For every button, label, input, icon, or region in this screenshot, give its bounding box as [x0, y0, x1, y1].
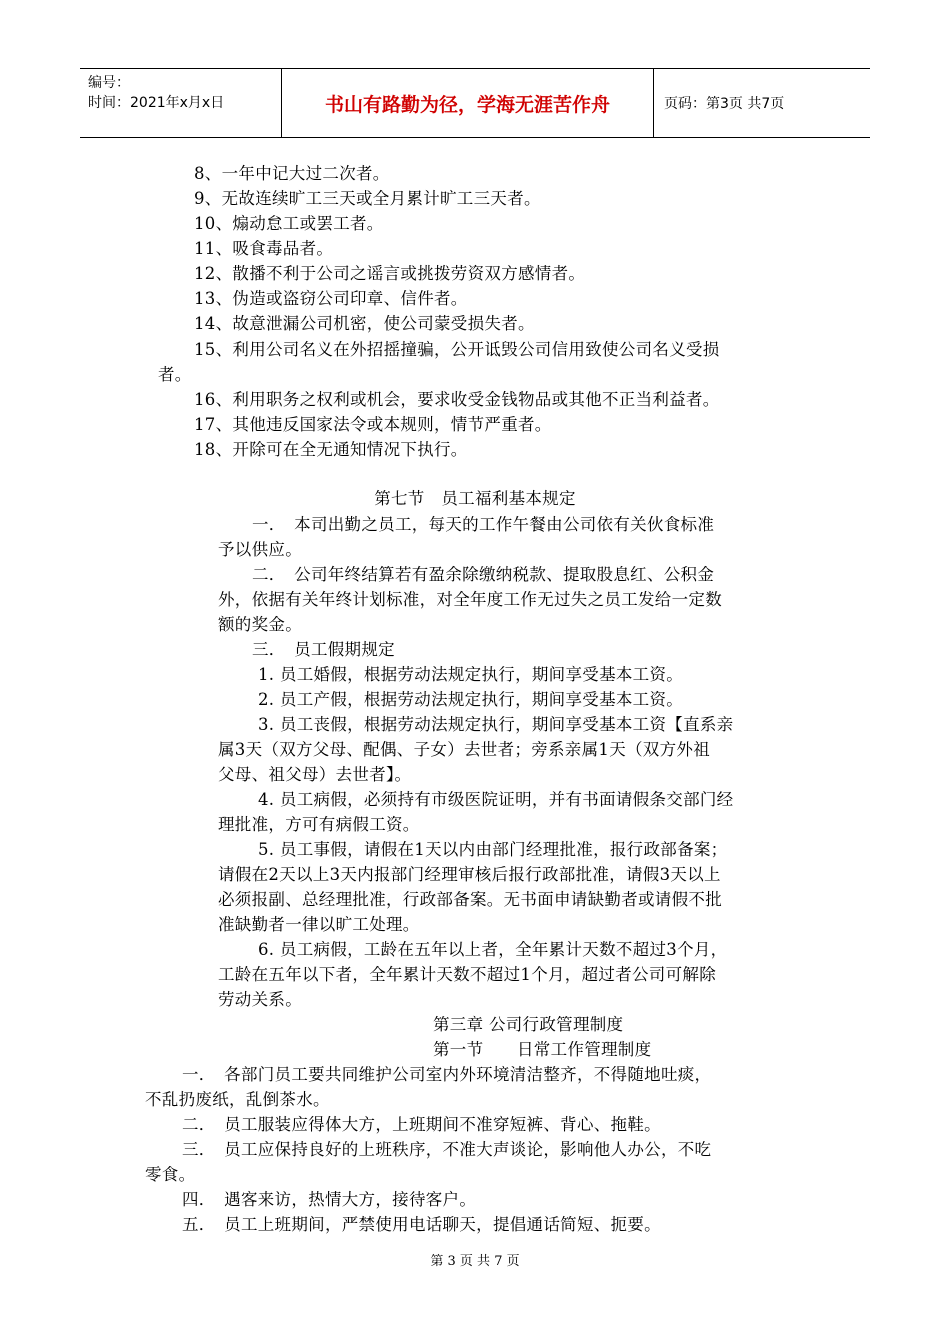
paragraph-line: 三． 员工假期规定	[252, 640, 395, 659]
page-header	[80, 68, 870, 138]
paragraph-line: 二． 员工服装应得体大方，上班期间不准穿短裤、背心、拖鞋。	[182, 1115, 661, 1134]
paragraph-line: 准缺勤者一律以旷工处理。	[218, 915, 420, 934]
list-item: 8、一年中记大过二次者。	[194, 164, 390, 183]
paragraph-line: 一． 各部门员工要共同维护公司室内外环境清洁整齐，不得随地吐痰，	[182, 1065, 712, 1084]
paragraph-line: 二． 公司年终结算若有盈余除缴纳税款、提取股息红、公积金	[252, 565, 715, 584]
paragraph-line: 4. 员工病假，必须持有市级医院证明，并有书面请假条交部门经	[258, 790, 734, 809]
paragraph-line: 必须报副、总经理批准，行政部备案。无书面申请缺勤者或请假不批	[218, 890, 722, 909]
paragraph-line: 劳动关系。	[218, 990, 302, 1009]
list-item: 10、煽动怠工或罢工者。	[194, 214, 384, 233]
list-item: 13、伪造或盗窃公司印章、信件者。	[194, 289, 468, 308]
paragraph-line: 3. 员工丧假，根据劳动法规定执行，期间享受基本工资【直系亲	[258, 715, 734, 734]
paragraph-line: 不乱扔废纸，乱倒茶水。	[145, 1090, 330, 1109]
paragraph-line: 三． 员工应保持良好的上班秩序，不准大声谈论，影响他人办公，不吃	[182, 1140, 712, 1159]
paragraph-line: 5. 员工事假，请假在1天以内由部门经理批准，报行政部备案；	[258, 840, 728, 859]
paragraph-line: 6. 员工病假，工龄在五年以上者，全年累计天数不超过3个月，	[258, 940, 728, 959]
paragraph-line: 一． 本司出勤之员工，每天的工作午餐由公司依有关伙食标准	[252, 515, 715, 534]
paragraph-line: 2. 员工产假，根据劳动法规定执行，期间享受基本工资。	[258, 690, 684, 709]
paragraph-line: 五． 员工上班期间，严禁使用电话聊天，提倡通话简短、扼要。	[182, 1215, 661, 1234]
paragraph-line: 额的奖金。	[218, 615, 302, 634]
paragraph-line: 零食。	[145, 1165, 196, 1184]
paragraph-line: 予以供应。	[218, 540, 302, 559]
paragraph-line: 1. 员工婚假，根据劳动法规定执行，期间享受基本工资。	[258, 665, 684, 684]
section-title: 第七节 员工福利基本规定	[374, 489, 576, 508]
document-number-label: 编号：	[88, 75, 130, 91]
list-item-continuation: 者。	[158, 365, 192, 384]
paragraph-line: 父母、祖父母）去世者】。	[218, 765, 412, 784]
header-page-info: 页码：第3页 共7页	[664, 96, 785, 112]
document-date-label: 时间：2021年x月x日	[88, 95, 225, 111]
paragraph-line: 工龄在五年以下者，全年累计天数不超过1个月，超过者公司可解除	[218, 965, 716, 984]
paragraph-line: 理批准，方可有病假工资。	[218, 815, 420, 834]
paragraph-line: 四． 遇客来访，热情大方，接待客户。	[182, 1190, 477, 1209]
chapter-title: 第三章 公司行政管理制度	[433, 1015, 624, 1034]
page-footer: 第 3 页 共 7 页	[430, 1254, 520, 1269]
list-item: 12、散播不利于公司之谣言或挑拨劳资双方感情者。	[194, 264, 586, 283]
paragraph-line: 外，依据有关年终计划标准，对全年度工作无过失之员工发给一定数	[218, 590, 722, 609]
list-item: 9、无故连续旷工三天或全月累计旷工三天者。	[194, 189, 541, 208]
paragraph-line: 请假在2天以上3天内报部门经理审核后报行政部批准，请假3天以上	[218, 865, 721, 884]
list-item: 15、利用公司名义在外招摇撞骗，公开诋毁公司信用致使公司名义受损	[194, 340, 720, 359]
header-meta	[80, 69, 282, 137]
header-motto: 书山有路勤为径，学海无涯苦作舟	[282, 69, 654, 137]
section-title: 第一节 日常工作管理制度	[433, 1040, 652, 1059]
list-item: 11、吸食毒品者。	[194, 239, 334, 258]
list-item: 18、开除可在全无通知情况下执行。	[194, 440, 468, 459]
list-item: 14、故意泄漏公司机密，使公司蒙受损失者。	[194, 314, 535, 333]
paragraph-line: 属3天（双方父母、配偶、子女）去世者；旁系亲属1天（双方外祖	[218, 740, 710, 759]
list-item: 17、其他违反国家法令或本规则，情节严重者。	[194, 415, 552, 434]
list-item: 16、利用职务之权利或机会，要求收受金钱物品或其他不正当利益者。	[194, 390, 720, 409]
